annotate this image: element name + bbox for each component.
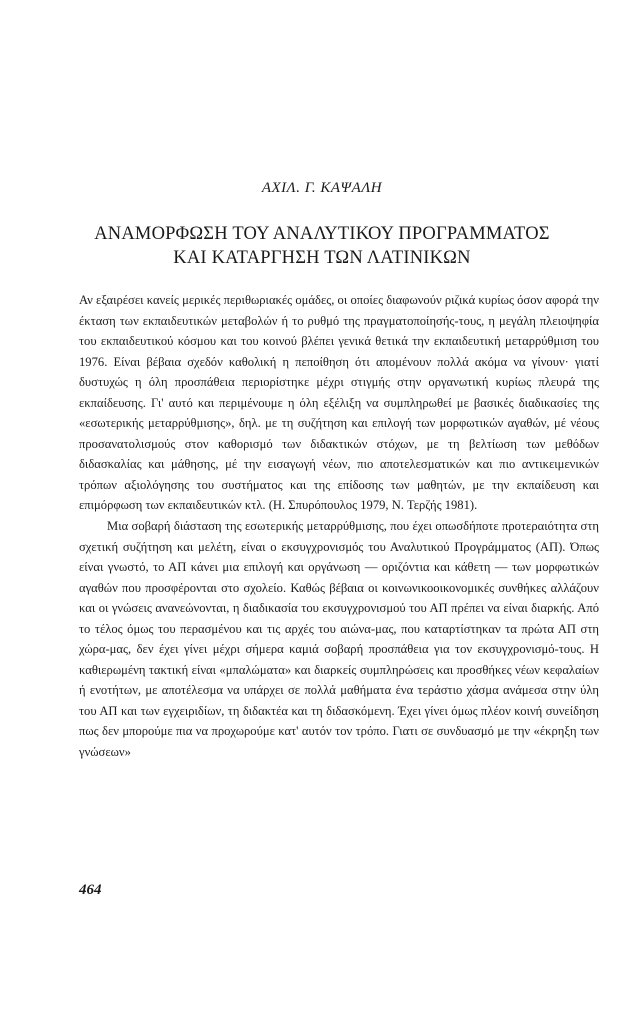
author-name: ΑΧΙΛ. Γ. ΚΑΨΑΛΗ — [261, 180, 383, 196]
page-number: 464 — [79, 882, 102, 898]
paragraph-1: Αν εξαιρέσει κανείς μερικές περιθωριακές ομάδες, οι οποίες διαφωνούν ριζικά κυρίως όσον αφορά την έκταση των εκπαιδευτικών μεταβολών ή το ρυθμό της πραγματοποίησής-τους, η μεγάλη πλειοψηφία του εκπαιδευτικού κόσμου και του κοινού βλέπει γενικά θετικά την εκπαιδευτική μεταρρύθμιση του 1976. Είναι βέβαια σχεδόν καθολική η πεποίθηση ότι απομένουν πολλά ακόμα να γίνουν· γιατί δυστυχώς η όλη προσπάθεια περιορίστηκε μέχρι στιγμής στην οργανωτική κυρίως πλευρά της εκπαίδευσης. Γι' αυτό και περιμένουμε η όλη εξέλιξη να συμπληρωθεί με βασικές διαδικασίες της «εσωτερικής μεταρρύθμισης», δηλ. με τη συζήτηση και επιλογή των μορφωτικών αγαθών, μέ νέους προσανατολισμούς στον καθορισμό των διδακτικών στόχων, με τη βελτίωση των μεθόδων διδασκαλίας και μάθησης, μέ την εισαγωγή νέων, πιο αποτελεσματικών και πιο αντικειμενικών τρόπων αξιολόγησης του συστήματος και της επίδοσης των μαθητών, με την εκπαίδευση και επιμόρφωση των εκπαιδευτικών κτλ. (Η. Σπυρόπουλος 1979, Ν. Τερζής 1981). — [79, 293, 599, 513]
title-line-2: ΚΑΙ ΚΑΤΑΡΓΗΣΗ ΤΩΝ ΛΑΤΙΝΙΚΩΝ — [173, 248, 471, 268]
title-line-1: ΑΝΑΜΟΡΦΩΣΗ ΤΟΥ ΑΝΑΛΥΤΙΚΟΥ ΠΡΟΓΡΑΜΜΑΤΟΣ — [94, 224, 550, 244]
article-title — [60, 222, 584, 270]
paragraph-2: Μια σοβαρή διάσταση της εσωτερικής μεταρρύθμισης, που έχει οπωσδήποτε προτεραιότητα στη σχετική συζήτηση και μελέτη, είναι ο εκσυγχρονισμός του Αναλυτικού Προγράμματος (ΑΠ). Όπως είναι γνωστό, το ΑΠ κάνει μια επιλογή και οργάνωση — οριζόντια και κάθετη — των μορφωτικών αγαθών που προσφέρονται στο σχολείο. Καθώς βέβαια οι κοινωνικοοικονομικές συνθήκες αλλάζουν και οι γνώσεις ανανεώνονται, η διαδικασία του εκσυγχρονισμού του ΑΠ πρέπει να είναι διαρκής. Από το τέλος όμως του περασμένου και τις αρχές του αιώνα-μας, που καταρτίστηκαν τα πρώτα ΑΠ στη χώρα-μας, δεν έχει γίνει μέχρι σήμερα καμιά σοβαρή προσπάθεια για τον εκσυγχρονισμό-τους. Η καθιερωμένη τακτική είναι «μπαλώματα» και διαρκείς συμπληρώσεις και προσθήκες νέων κεφαλαίων ή ενοτήτων, με αποτέλεσμα να υπάρχει σε πολλά μαθήματα ένα τεράστιο χάσμα ανάμεσα στην ύλη του ΑΠ και των εγχειριδίων, τη διδακτέα και τη διδασκόμενη. Έχει γίνει όμως πλέον κοινή συνείδηση πως δεν μπορούμε πια να προχωρούμε κατ' αυτόν τον τρόπο. Γιατι σε συνδυασμό με την «έκρηξη των γνώσεων» — [79, 519, 599, 760]
article-body — [79, 290, 599, 763]
